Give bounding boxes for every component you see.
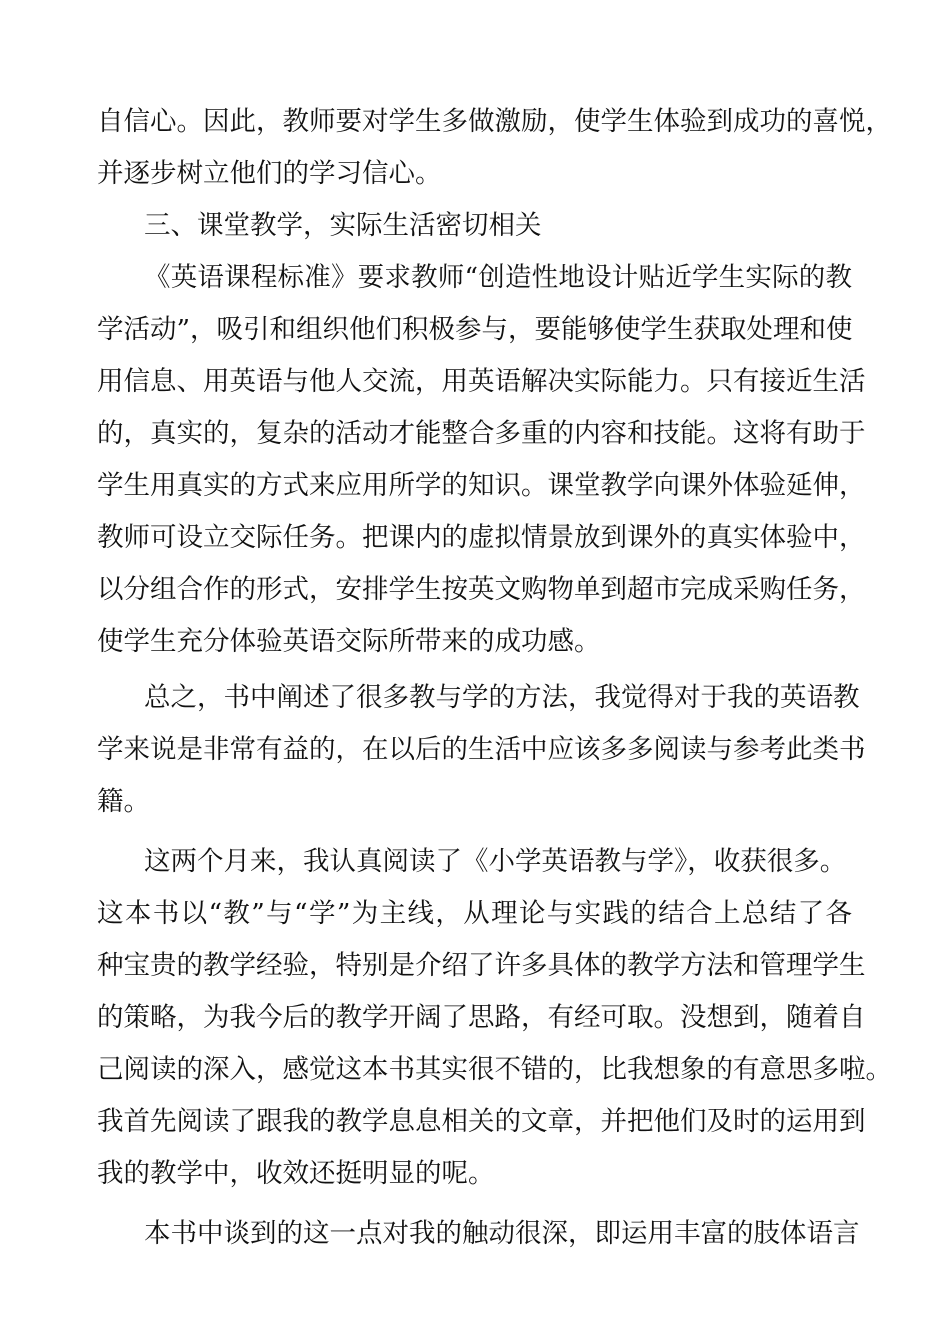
text-line: 教师可设立交际任务。把课内的虚拟情景放到课外的真实体验中，	[97, 522, 866, 553]
text-line: 学活动”，吸引和组织他们积极参与，要能够使学生获取处理和使	[97, 314, 853, 345]
section-heading: 三、课堂教学，实际生活密切相关	[144, 210, 542, 241]
paragraph-body-language	[97, 1208, 860, 1260]
text-line: 的，真实的，复杂的活动才能整合多重的内容和技能。这将有助于	[97, 418, 866, 449]
paragraph-curriculum-standard	[97, 252, 866, 668]
text-line: 自信心。因此，教师要对学生多做激励，使学生体验到成功的喜悦，	[97, 106, 892, 137]
text-line: 种宝贵的教学经验，特别是介绍了许多具体的教学方法和管理学生	[97, 950, 866, 981]
text-line: 籍。	[97, 786, 150, 817]
text-line: 己阅读的深入，感觉这本书其实很不错的，比我想象的有意思多啦。	[97, 1054, 892, 1085]
text-line: 的策略，为我今后的教学开阔了思路，有经可取。没想到，随着自	[97, 1002, 866, 1033]
text-line: 《英语课程标准》要求教师“创造性地设计贴近学生实际的教	[144, 262, 852, 293]
text-line: 我的教学中，收效还挺明显的呢。	[97, 1158, 495, 1189]
paragraph-reading-reflection	[97, 836, 892, 1200]
text-line: 使学生充分体验英语交际所带来的成功感。	[97, 626, 601, 657]
text-line: 用信息、用英语与他人交流，用英语解决实际能力。只有接近生活	[97, 366, 866, 397]
text-line: 以分组合作的形式，安排学生按英文购物单到超市完成采购任务，	[97, 574, 866, 605]
text-line: 我首先阅读了跟我的教学息息相关的文章，并把他们及时的运用到	[97, 1106, 866, 1137]
text-line: 这两个月来，我认真阅读了《小学英语教与学》，收获很多。	[144, 846, 847, 877]
text-line: 总之，书中阐述了很多教与学的方法，我觉得对于我的英语教	[144, 682, 860, 713]
text-line: 并逐步树立他们的学习信心。	[97, 158, 442, 189]
paragraph-self-confidence	[97, 96, 892, 200]
text-line: 学来说是非常有益的，在以后的生活中应该多多阅读与参考此类书	[97, 734, 866, 765]
text-line: 学生用真实的方式来应用所学的知识。课堂教学向课外体验延伸，	[97, 470, 866, 501]
document-body	[97, 96, 892, 1260]
text-line: 这本书以“教”与“学”为主线，从理论与实践的结合上总结了各	[97, 898, 852, 929]
text-line: 本书中谈到的这一点对我的触动很深，即运用丰富的肢体语言	[144, 1218, 860, 1249]
paragraph-summary	[97, 672, 866, 828]
